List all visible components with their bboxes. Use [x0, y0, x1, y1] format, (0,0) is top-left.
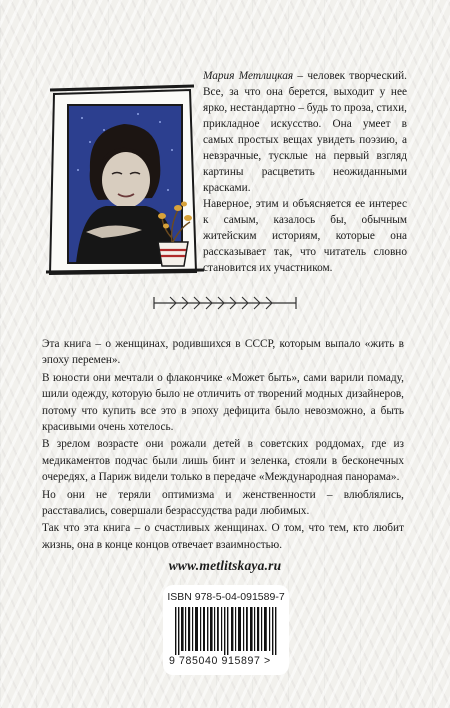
book-annotation [42, 336, 404, 554]
barcode-digits: 9 785040 915897 > [169, 655, 271, 667]
knit-ornament-divider-icon [150, 293, 300, 313]
bio-paragraph: Наверное, этим и объясняется ее интерес к самым, казалось бы, обычным житейским историям, которые она рассказывает так, что читатель словно становится их участником. [203, 198, 407, 274]
window-frame-drawing [42, 60, 210, 282]
bio-text: – человек творческий. Все, за что она берется, выходит у нее ярко, нестандартно – будь то проза, стихи, прикладное искусство. Она умеет в самых простых вещах увидеть поэзию, а невзрачные, тусклые на первый взгляд картины расцветить неожиданными красками. [203, 70, 408, 194]
barcode-bars [173, 607, 279, 655]
author-bio [203, 68, 407, 276]
bio-paragraph [203, 68, 407, 196]
author-portrait [42, 60, 210, 282]
annotation-paragraph: В юности они мечтали о флакончике «Может быть», сами варили помаду, шили одежду, которую было не отличить от творений модных дизайнеров, потому что купить все это в эпоху дефицита было невозможно, а быть красивыми очень хотелось. [42, 371, 404, 434]
annotation-paragraph: Но они не теряли оптимизма и женственности – влюблялись, расставались, совершали безрассудства ради любимых. [42, 488, 404, 518]
isbn-number: ISBN 978-5-04-091589-7 [167, 591, 285, 603]
annotation-paragraph: Эта книга – о женщинах, родившихся в СССР, которым выпало «жить в эпоху перемен». [42, 338, 404, 367]
author-website: www.metlitskaya.ru [168, 558, 282, 573]
author-name: Мария Метлицкая [203, 70, 294, 82]
isbn-barcode [163, 585, 289, 675]
annotation-paragraph: Так что эта книга – о счастливых женщинах. О том, что тем, кто любит жизнь, она в конце концов отвечает взаимностью. [42, 522, 404, 551]
annotation-paragraph: В зрелом возрасте они рожали детей в советских роддомах, где из медикаментов подчас были лишь бинт и зеленка, стояли в бесконечных очередях, а Париж видели только в передаче «Международная панорама». [42, 438, 404, 484]
